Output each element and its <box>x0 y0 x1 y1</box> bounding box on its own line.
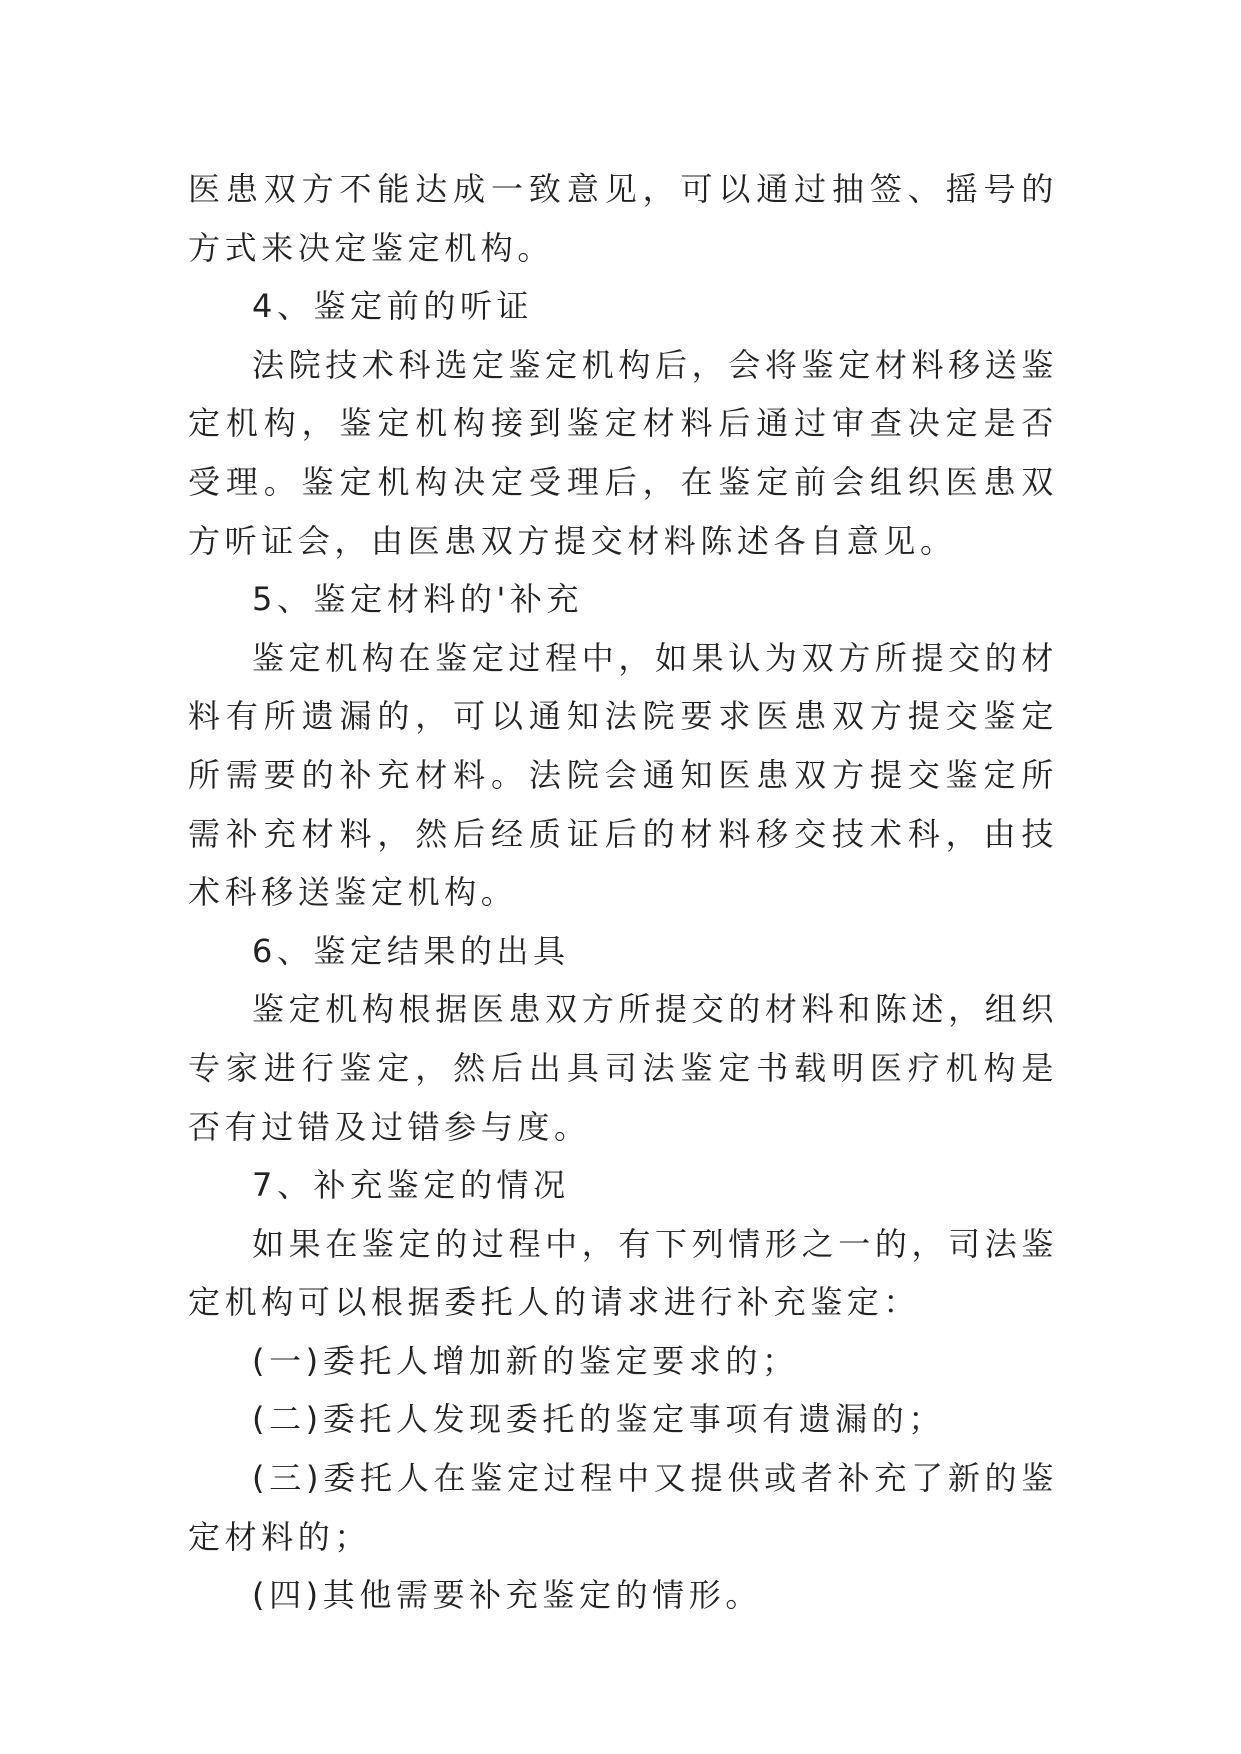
document-body <box>188 160 1058 1625</box>
heading-supplementary-materials: 5、鉴定材料的'补充 <box>252 580 584 619</box>
list-item-3: (三)委托人在鉴定过程中又提供或者补充了新的鉴定材料的； <box>188 1459 1058 1556</box>
heading-supplementary-appraisal: 7、补充鉴定的情况 <box>252 1166 570 1205</box>
heading-hearing-before-appraisal: 4、鉴定前的听证 <box>252 287 534 326</box>
paragraph-hearing: 法院技术科选定鉴定机构后，会将鉴定材料移送鉴定机构，鉴定机构接到鉴定材料后通过审查决定是否受理。鉴定机构决定受理后，在鉴定前会组织医患双方听证会，由医患双方提交材料陈述各自意见。 <box>188 345 1058 560</box>
paragraph-supplementary-appraisal: 如果在鉴定的过程中，有下列情形之一的，司法鉴定机构可以根据委托人的请求进行补充鉴定： <box>188 1224 1058 1322</box>
list-item-1: (一)委托人增加新的鉴定要求的； <box>252 1341 799 1380</box>
heading-appraisal-result: 6、鉴定结果的出具 <box>252 931 570 970</box>
paragraph-appraisal-result: 鉴定机构根据医患双方所提交的材料和陈述，组织专家进行鉴定，然后出具司法鉴定书载明医疗机构是否有过错及过错参与度。 <box>188 990 1058 1146</box>
list-item-2: (二)委托人发现委托的鉴定事项有遗漏的； <box>252 1400 945 1439</box>
paragraph-supplementary-materials: 鉴定机构在鉴定过程中，如果认为双方所提交的材料有所遗漏的，可以通知法院要求医患双方提交鉴定所需要的补充材料。法院会通知医患双方提交鉴定所需补充材料，然后经质证后的材料移交技术科，由技术科移送鉴定机构。 <box>188 638 1058 912</box>
paragraph-selection-continued: 医患双方不能达成一致意见，可以通过抽签、摇号的方式来决定鉴定机构。 <box>188 170 1058 267</box>
list-item-4: (四)其他需要补充鉴定的情形。 <box>252 1576 762 1615</box>
